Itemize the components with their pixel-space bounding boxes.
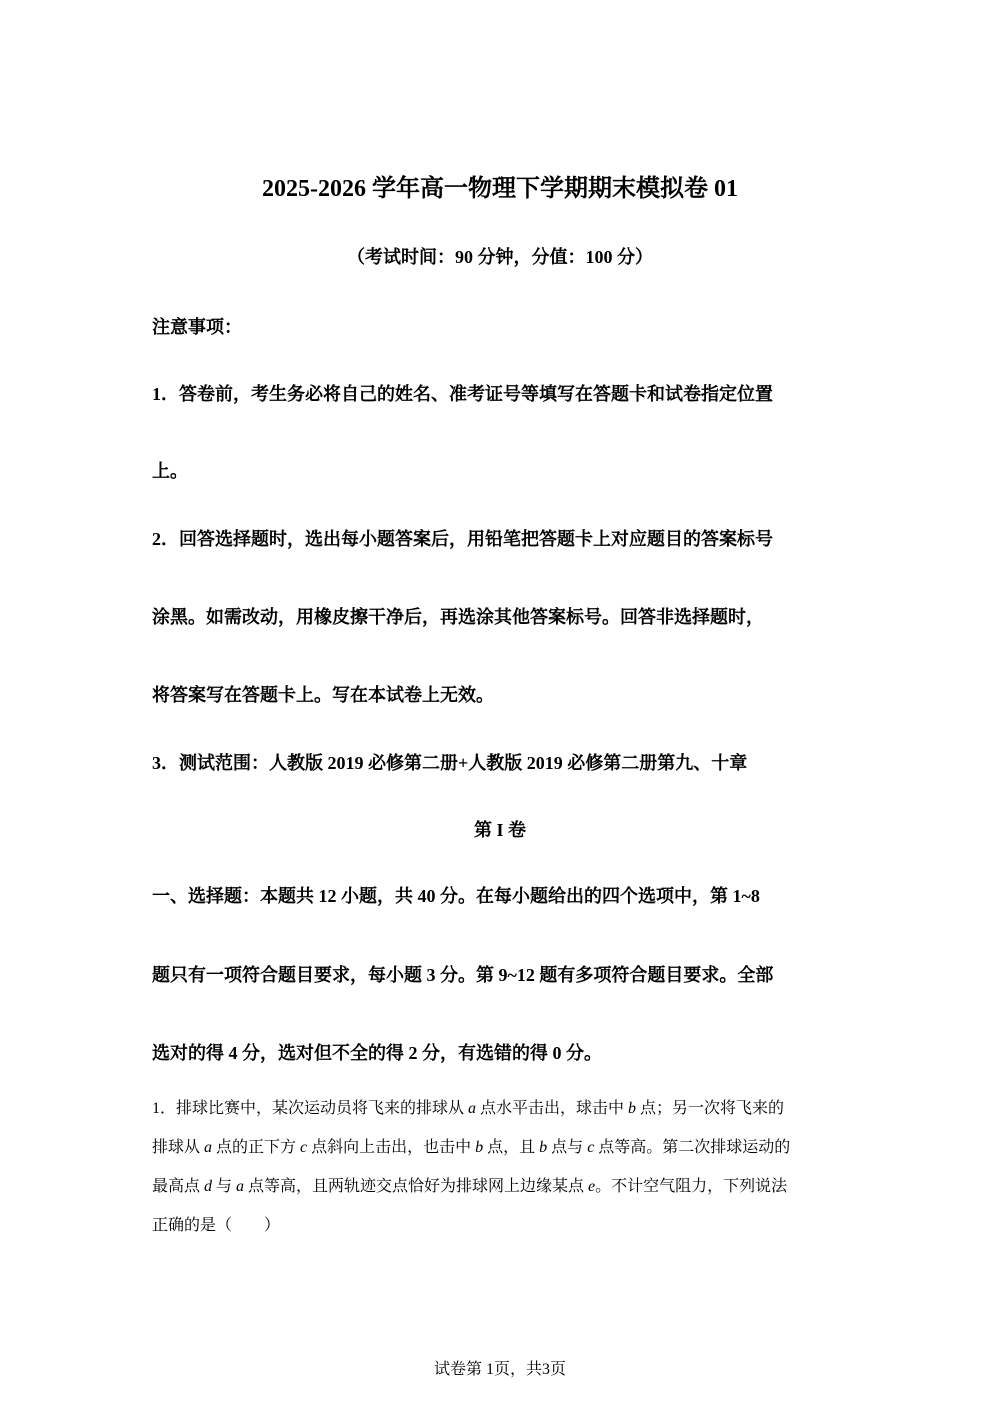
note-line: 上。 xyxy=(152,461,188,481)
question-text: 排球从 xyxy=(152,1139,205,1156)
point-label: a xyxy=(204,1139,213,1156)
question-1-line xyxy=(152,1095,784,1118)
point-label: c xyxy=(300,1139,308,1156)
note-line: 将答案写在答题卡上。写在本试卷上无效。 xyxy=(152,685,494,705)
question-text: 点水平击出，球击中 xyxy=(476,1100,629,1117)
volume-heading: 第 I 卷 xyxy=(473,820,526,840)
question-1-line xyxy=(152,1134,790,1157)
note-line: 1．答卷前，考生务必将自己的姓名、准考证号等填写在答题卡和试卷指定位置 xyxy=(152,384,773,404)
notes-heading: 注意事项： xyxy=(152,317,242,337)
point-label: e xyxy=(588,1178,596,1195)
page-footer: 试卷第 1页，共3页 xyxy=(433,1361,566,1378)
section-instruction-line: 题只有一项符合题目要求，每小题 3 分。第 9~12 题有多项符合题目要求。全部 xyxy=(152,965,774,985)
point-label: b xyxy=(475,1139,484,1156)
point-label: d xyxy=(204,1178,213,1195)
question-text: 1．排球比赛中，某次运动员将飞来的排球从 xyxy=(152,1100,469,1117)
exam-title: 2025-2026 学年高一物理下学期期末模拟卷 01 xyxy=(262,176,738,202)
section-instruction-line: 一、选择题：本题共 12 小题，共 40 分。在每小题给出的四个选项中，第 1~8 xyxy=(152,886,760,906)
question-text: 点等高，且两轨迹交点恰好为排球网上边缘某点 xyxy=(244,1178,589,1195)
question-text: 最高点 xyxy=(152,1178,205,1195)
question-text: 点，且 xyxy=(483,1139,540,1156)
question-text: 点等高。第二次排球运动的 xyxy=(594,1139,791,1156)
question-text: 点的正下方 xyxy=(212,1139,301,1156)
point-label: a xyxy=(236,1178,245,1195)
note-line: 涂黑。如需改动，用橡皮擦干净后，再选涂其他答案标号。回答非选择题时， xyxy=(152,607,764,627)
exam-duration-score: （考试时间：90 分钟，分值：100 分） xyxy=(347,247,653,267)
question-text: 点；另一次将飞来的 xyxy=(636,1100,785,1117)
question-text: 与 xyxy=(212,1178,237,1195)
point-label: c xyxy=(587,1139,595,1156)
question-1-line xyxy=(152,1173,787,1196)
question-text: 点斜向上击出，也击中 xyxy=(307,1139,476,1156)
section-instruction-line: 选对的得 4 分，选对但不全的得 2 分，有选错的得 0 分。 xyxy=(152,1043,602,1063)
question-text: 。不计空气阻力，下列说法 xyxy=(595,1178,788,1195)
note-line: 3．测试范围：人教版 2019 必修第二册+人教版 2019 必修第二册第九、十章 xyxy=(152,753,748,773)
question-text: 点与 xyxy=(547,1139,588,1156)
point-label: a xyxy=(468,1100,477,1117)
point-label: b xyxy=(539,1139,548,1156)
question-text: 正确的是（ ） xyxy=(152,1217,281,1234)
note-line: 2．回答选择题时，选出每小题答案后，用铅笔把答题卡上对应题目的答案标号 xyxy=(152,529,773,549)
point-label: b xyxy=(628,1100,637,1117)
question-1-line xyxy=(152,1212,280,1235)
